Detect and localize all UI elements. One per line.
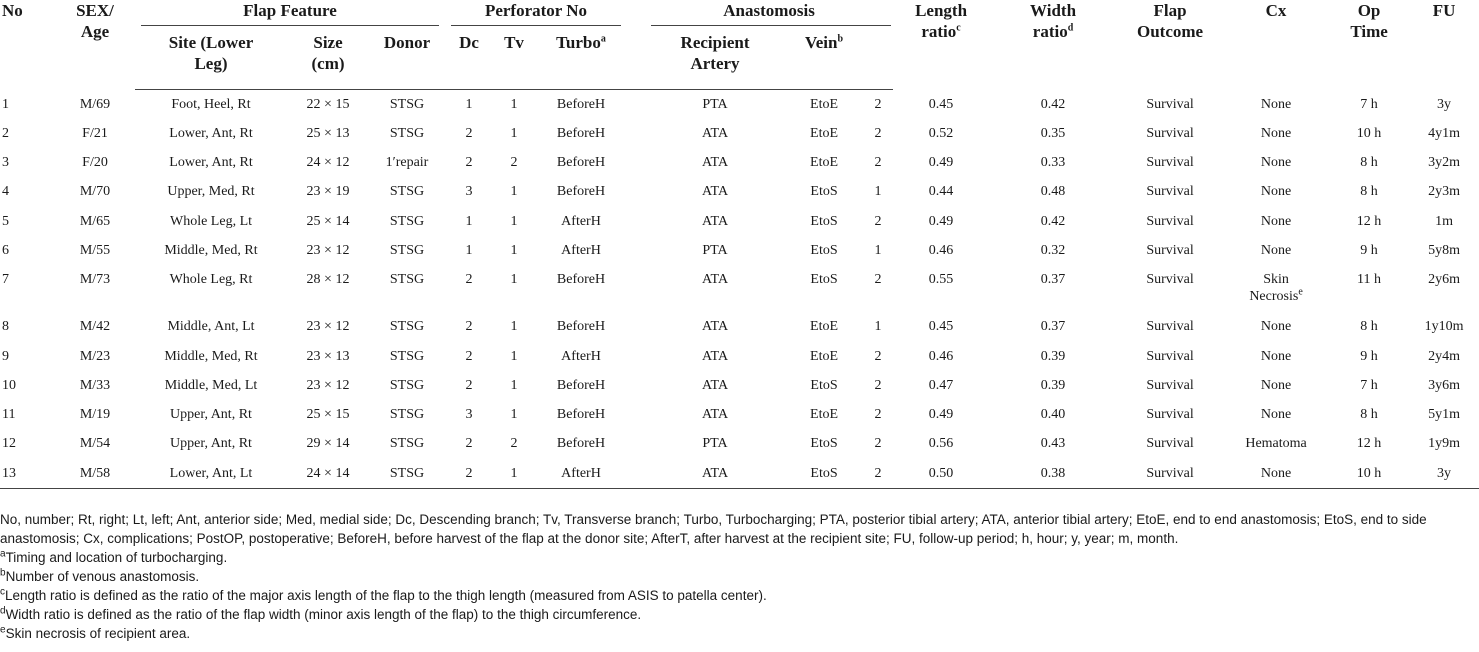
cell-turbo: AfterH [561, 242, 601, 258]
cell-size: 23 × 12 [306, 377, 350, 393]
cell-artery: ATA [701, 319, 729, 335]
cell-sex-age: M/70 [79, 184, 111, 200]
cell-size: 24 × 14 [287, 459, 369, 488]
cell-vein-n: 1 [874, 319, 882, 335]
cell-vein-n: 2 [874, 436, 882, 452]
col-fu: FU [1432, 1, 1456, 20]
cell-fu: 2y6m [1428, 272, 1460, 288]
cell-outcome: Survival [1146, 436, 1194, 452]
cell-tv: 1 [510, 184, 518, 200]
table-row [0, 265, 1479, 312]
cell-vein-type: EtoS [810, 436, 838, 452]
cell-site: Lower, Ant, Rt [169, 155, 253, 171]
cell-size: 24 × 12 [306, 155, 350, 171]
cell-dc: 2 [465, 348, 473, 364]
cell-no: 2 [2, 125, 9, 141]
group-anastomosis: Anastomosis [645, 0, 893, 26]
cell-vein-type: EtoS [810, 272, 838, 288]
cell-length: 0.46 [928, 242, 954, 258]
cell-fu: 3y [1437, 96, 1452, 112]
cell-dc: 1 [465, 213, 473, 229]
cell-site: Whole Leg, Lt [169, 213, 253, 229]
cell-width: 0.40 [1040, 407, 1066, 423]
col-op-time: Op Time [1350, 1, 1388, 41]
col-cx: Cx [1265, 1, 1287, 20]
cell-width: 0.32 [1040, 242, 1066, 258]
cell-cx: None [1260, 96, 1292, 112]
cell-turbo: BeforeH [556, 184, 606, 200]
cell-turbo: AfterH [561, 348, 601, 364]
footnote-a: $^a$Timing and location of turbocharging. [0, 548, 228, 565]
cell-length: 0.47 [928, 377, 954, 393]
cell-sex-age: M/42 [79, 319, 111, 335]
cell-fu: 1y10m [1424, 319, 1464, 335]
cell-site: Foot, Heel, Rt [171, 97, 251, 112]
cell-no: 1 [2, 96, 9, 112]
cell-no: 5 [2, 213, 9, 229]
cell-sex-age: M/55 [79, 242, 111, 258]
cell-outcome: Survival [1146, 272, 1194, 288]
cell-artery: PTA [702, 242, 728, 258]
cell-outcome: Survival [1146, 184, 1194, 200]
cell-dc: 1 [465, 97, 473, 112]
cell-op: 11 h [1357, 272, 1382, 288]
cell-sex-age: F/21 [82, 125, 108, 141]
cell-turbo: BeforeH [556, 319, 606, 335]
cell-op: 10 h [1329, 459, 1409, 488]
cell-size: 23 × 13 [306, 348, 350, 364]
cell-dc: 2 [465, 272, 473, 288]
cell-turbo: BeforeH [556, 155, 606, 171]
table-row [0, 459, 1479, 488]
cell-tv: 1 [510, 213, 518, 229]
col-donor: Donor [369, 26, 445, 90]
cell-vein-type: EtoE [810, 97, 839, 112]
cell-fu: 3y2m [1428, 155, 1460, 171]
cell-sex-age: F/20 [82, 155, 108, 171]
cell-donor: STSG [389, 348, 425, 364]
cell-sex-age: M/73 [79, 272, 111, 288]
cell-outcome: Survival [1146, 348, 1194, 364]
cell-dc: 2 [465, 155, 473, 171]
cell-artery: PTA [702, 97, 728, 112]
cell-tv: 1 [510, 125, 518, 141]
cell-vein-n: 2 [874, 125, 882, 141]
cell-size: 25 × 14 [306, 213, 350, 229]
cell-dc: 2 [465, 319, 473, 335]
cell-cx: None [1260, 125, 1292, 141]
cell-no: 3 [2, 155, 9, 171]
cell-cx: None [1260, 155, 1292, 171]
cell-donor: STSG [389, 97, 425, 112]
cell-site: Middle, Med, Lt [164, 377, 258, 393]
cell-artery: PTA [702, 436, 728, 452]
col-vein: Vein$^b$ [785, 26, 863, 90]
cell-cx: None [1260, 319, 1292, 335]
abbreviations-note: No, number; Rt, right; Lt, left; Ant, anterior side; Med, medial side; Dc, Descending branch; Tv, Transverse branch; Turbo, Turbocharging; PTA, posterior tibial artery; ATA, anterior tibial artery; EtoE, end to end anastomosis; EtoS, end to side anastomosis; Cx, complications; PostOP, postoperative; BeforeH, before harvest of the flap at the donor site; AfterT, after harvest at the recipient site; FU, follow-up period; h, hour; y, year; m, month. [0, 512, 1427, 546]
cell-no: 12 [2, 436, 16, 452]
col-no: No [2, 1, 23, 20]
cell-fu: 3y6m [1428, 377, 1460, 393]
cell-tv: 2 [510, 436, 518, 452]
cell-fu: 3y [1409, 459, 1479, 488]
cell-dc: 1 [465, 242, 473, 258]
cell-site: Upper, Ant, Rt [170, 436, 252, 452]
cell-width: 0.48 [1040, 184, 1066, 200]
cell-width: 0.39 [1040, 348, 1066, 364]
cell-vein-n: 1 [874, 242, 882, 258]
cell-cx: None [1223, 459, 1329, 488]
cell-donor: STSG [369, 459, 445, 488]
cell-donor: STSG [389, 272, 425, 288]
table-footnotes [0, 510, 1479, 643]
col-tv: Tv [493, 26, 535, 90]
col-flap-outcome: Flap Outcome [1137, 1, 1204, 41]
cell-vein-type: EtoE [810, 407, 839, 423]
cell-width: 0.39 [1040, 377, 1066, 393]
cell-cx: None [1260, 407, 1292, 423]
cell-length: 0.46 [928, 348, 954, 364]
table-body [0, 90, 1479, 489]
cell-no: 13 [0, 459, 55, 488]
cell-cx: None [1260, 348, 1292, 364]
group-perforator-no: Perforator No [445, 0, 627, 26]
cell-vein-type: EtoS [810, 213, 838, 229]
cell-artery: ATA [701, 125, 729, 141]
cell-cx: None [1260, 377, 1292, 393]
cell-vein-n: 2 [874, 155, 882, 171]
cell-op: 12 h [1356, 213, 1382, 229]
cell-artery: ATA [701, 155, 729, 171]
cell-donor: 1′repair [385, 155, 429, 171]
cell-outcome: Survival [1146, 407, 1194, 423]
cell-fu: 2y4m [1428, 348, 1460, 364]
cell-tv: 1 [493, 459, 535, 488]
footnote-b: $^b$Number of venous anastomosis. [0, 567, 200, 584]
cell-vein-n: 2 [874, 377, 882, 393]
cell-width: 0.33 [1040, 155, 1066, 171]
cell-length: 0.44 [928, 184, 954, 200]
cell-fu: 5y8m [1428, 242, 1460, 258]
cell-cx: None [1260, 184, 1292, 200]
cell-donor: STSG [389, 125, 425, 141]
cell-size: 25 × 13 [306, 125, 350, 141]
cell-op: 7 h [1360, 96, 1378, 112]
cell-length: 0.49 [928, 155, 954, 171]
cell-fu: 2y3m [1428, 184, 1460, 200]
cell-site: Lower, Ant, Lt [135, 459, 287, 488]
cell-tv: 1 [510, 97, 518, 112]
cell-donor: STSG [389, 377, 425, 393]
cell-vein-n: 1 [874, 184, 882, 200]
col-sex-age: SEX/ Age [76, 1, 114, 41]
cell-vein-n: 2 [874, 407, 882, 423]
cell-vein-n: 2 [874, 348, 882, 364]
cell-turbo: BeforeH [556, 125, 606, 141]
cell-width: 0.42 [1040, 96, 1066, 112]
cell-site: Upper, Ant, Rt [170, 407, 252, 423]
table-row [0, 177, 1479, 206]
cell-dc: 2 [445, 459, 493, 488]
cell-size: 25 × 15 [306, 407, 350, 423]
table-row [0, 119, 1479, 148]
table-row [0, 207, 1479, 236]
cell-vein-type: EtoE [810, 319, 839, 335]
cell-op: 8 h [1360, 184, 1378, 200]
cell-artery: ATA [701, 407, 729, 423]
cell-no: 11 [2, 407, 16, 423]
cell-site: Middle, Med, Rt [164, 348, 258, 364]
cell-length: 0.45 [928, 319, 954, 335]
cell-length: 0.49 [928, 407, 954, 423]
cell-length: 0.49 [928, 213, 954, 229]
col-recipient-artery: Recipient Artery [645, 26, 785, 90]
cell-outcome: Survival [1146, 125, 1194, 141]
cell-artery: ATA [701, 348, 729, 364]
cell-width: 0.37 [1040, 319, 1066, 335]
cell-dc: 2 [465, 377, 473, 393]
cell-width: 0.37 [1040, 272, 1066, 288]
cell-vein-n: 2 [874, 213, 882, 229]
col-width-ratio: Width ratio$^d$ [1030, 1, 1077, 41]
cell-size: 23 × 12 [306, 319, 350, 335]
group-flap-feature: Flap Feature [135, 0, 445, 26]
cell-width: 0.35 [1040, 125, 1066, 141]
table-row [0, 342, 1479, 371]
cell-no: 9 [2, 348, 9, 364]
cell-no: 7 [2, 272, 9, 288]
cell-dc: 3 [465, 407, 473, 423]
cell-dc: 2 [465, 436, 473, 452]
cell-size: 23 × 12 [306, 242, 350, 258]
cell-op: 8 h [1360, 407, 1378, 423]
cell-turbo: BeforeH [556, 272, 606, 288]
cell-length: 0.55 [928, 272, 954, 288]
table-row [0, 312, 1479, 341]
cell-length: 0.45 [928, 96, 954, 112]
cell-sex-age: M/23 [79, 348, 111, 364]
cell-site: Upper, Med, Rt [167, 184, 255, 200]
cell-turbo: BeforeH [556, 97, 606, 112]
table-row [0, 90, 1479, 119]
cell-tv: 1 [510, 407, 518, 423]
cell-cx: None [1260, 213, 1292, 229]
cell-dc: 2 [465, 125, 473, 141]
cell-op: 9 h [1360, 242, 1378, 258]
table-row [0, 236, 1479, 265]
cell-donor: STSG [389, 184, 425, 200]
cell-outcome: Survival [1146, 155, 1194, 171]
cell-tv: 1 [510, 242, 518, 258]
cell-width: 0.38 [989, 459, 1117, 488]
cell-vein-n: 2 [874, 97, 882, 112]
cell-no: 4 [2, 184, 9, 200]
cell-fu: 1m [1435, 213, 1453, 229]
cell-turbo: BeforeH [556, 407, 606, 423]
col-site: Site (Lower Leg) [135, 26, 287, 90]
cell-size: 28 × 12 [306, 272, 350, 288]
cell-op: 9 h [1360, 348, 1378, 364]
cell-length: 0.50 [893, 459, 989, 488]
cell-vein-type: EtoS [810, 242, 838, 258]
cell-vein-type: EtoS [810, 377, 838, 393]
cell-cx: None [1260, 242, 1292, 258]
cell-outcome: Survival [1117, 459, 1223, 488]
cell-site: Lower, Ant, Rt [169, 125, 253, 141]
cell-op: 12 h [1356, 436, 1382, 452]
cell-outcome: Survival [1146, 319, 1194, 335]
cell-sex-age: M/58 [55, 459, 135, 488]
table-row [0, 400, 1479, 429]
cell-tv: 1 [510, 272, 518, 288]
cell-artery: ATA [701, 272, 729, 288]
table-row [0, 429, 1479, 458]
cell-tv: 1 [510, 319, 518, 335]
cell-donor: STSG [389, 319, 425, 335]
table-header [0, 0, 1479, 90]
cell-op: 8 h [1360, 155, 1378, 171]
footnote-c: $^c$Length ratio is defined as the ratio of the major axis length of the flap to the thigh length (measured from ASIS to patella center). [0, 586, 767, 603]
cell-op: 7 h [1360, 377, 1378, 393]
cell-vein-n: 2 [863, 459, 893, 488]
cell-dc: 3 [465, 184, 473, 200]
cell-turbo: BeforeH [556, 377, 606, 393]
cell-sex-age: M/19 [79, 407, 111, 423]
cell-fu: 4y1m [1428, 125, 1460, 141]
cell-no: 6 [2, 242, 9, 258]
cell-artery: ATA [645, 459, 785, 488]
cell-outcome: Survival [1146, 242, 1194, 258]
cell-site: Middle, Ant, Lt [167, 319, 255, 335]
cell-sex-age: M/54 [79, 436, 111, 452]
cell-cx: Skin Necrosis$^e$ [1249, 272, 1303, 305]
cell-turbo: AfterH [561, 213, 601, 229]
cell-op: 10 h [1356, 125, 1382, 141]
cell-vein-type: EtoE [810, 155, 839, 171]
cell-fu: 1y9m [1428, 436, 1460, 452]
cell-donor: STSG [389, 213, 425, 229]
cell-vein-type: EtoS [785, 459, 863, 488]
cell-width: 0.43 [1040, 436, 1066, 452]
col-length-ratio: Length ratio$^c$ [915, 1, 968, 41]
cell-donor: STSG [389, 436, 425, 452]
col-turbo: Turbo$^a$ [535, 26, 627, 90]
cell-tv: 2 [510, 155, 518, 171]
cell-size: 23 × 19 [306, 184, 350, 200]
cell-site: Middle, Med, Rt [164, 242, 258, 258]
cell-artery: ATA [701, 377, 729, 393]
cell-outcome: Survival [1146, 96, 1194, 112]
cell-artery: ATA [701, 213, 729, 229]
cell-cx: Hematoma [1245, 436, 1307, 452]
table-row [0, 148, 1479, 177]
cell-op: 8 h [1360, 319, 1378, 335]
cell-no: 10 [2, 377, 16, 393]
cell-length: 0.56 [928, 436, 954, 452]
cell-sex-age: M/65 [79, 213, 111, 229]
cell-length: 0.52 [928, 125, 954, 141]
col-size: Size (cm) [287, 26, 369, 90]
cell-sex-age: M/69 [79, 96, 111, 112]
table-row [0, 371, 1479, 400]
cell-size: 22 × 15 [306, 97, 350, 112]
cell-turbo: BeforeH [556, 436, 606, 452]
cell-fu: 5y1m [1428, 407, 1460, 423]
footnote-d: $^d$Width ratio is defined as the ratio of the flap width (minor axis length of the flap) to the thigh circumference. [0, 605, 642, 622]
cell-tv: 1 [510, 377, 518, 393]
cell-width: 0.42 [1040, 213, 1066, 229]
cell-no: 8 [2, 319, 9, 335]
cell-donor: STSG [389, 242, 425, 258]
footnote-e: $^e$Skin necrosis of recipient area. [0, 624, 191, 641]
cell-donor: STSG [389, 407, 425, 423]
cell-artery: ATA [701, 184, 729, 200]
cell-sex-age: M/33 [79, 377, 111, 393]
cell-size: 29 × 14 [306, 436, 350, 452]
col-dc: Dc [445, 26, 493, 90]
cell-vein-type: EtoS [810, 184, 838, 200]
cell-tv: 1 [510, 348, 518, 364]
cell-vein-type: EtoE [810, 125, 839, 141]
cell-outcome: Survival [1146, 213, 1194, 229]
cell-turbo: AfterH [535, 459, 627, 488]
cell-outcome: Survival [1146, 377, 1194, 393]
cell-site: Whole Leg, Rt [169, 272, 253, 288]
cell-vein-type: EtoE [810, 348, 839, 364]
cell-vein-n: 2 [874, 272, 882, 288]
